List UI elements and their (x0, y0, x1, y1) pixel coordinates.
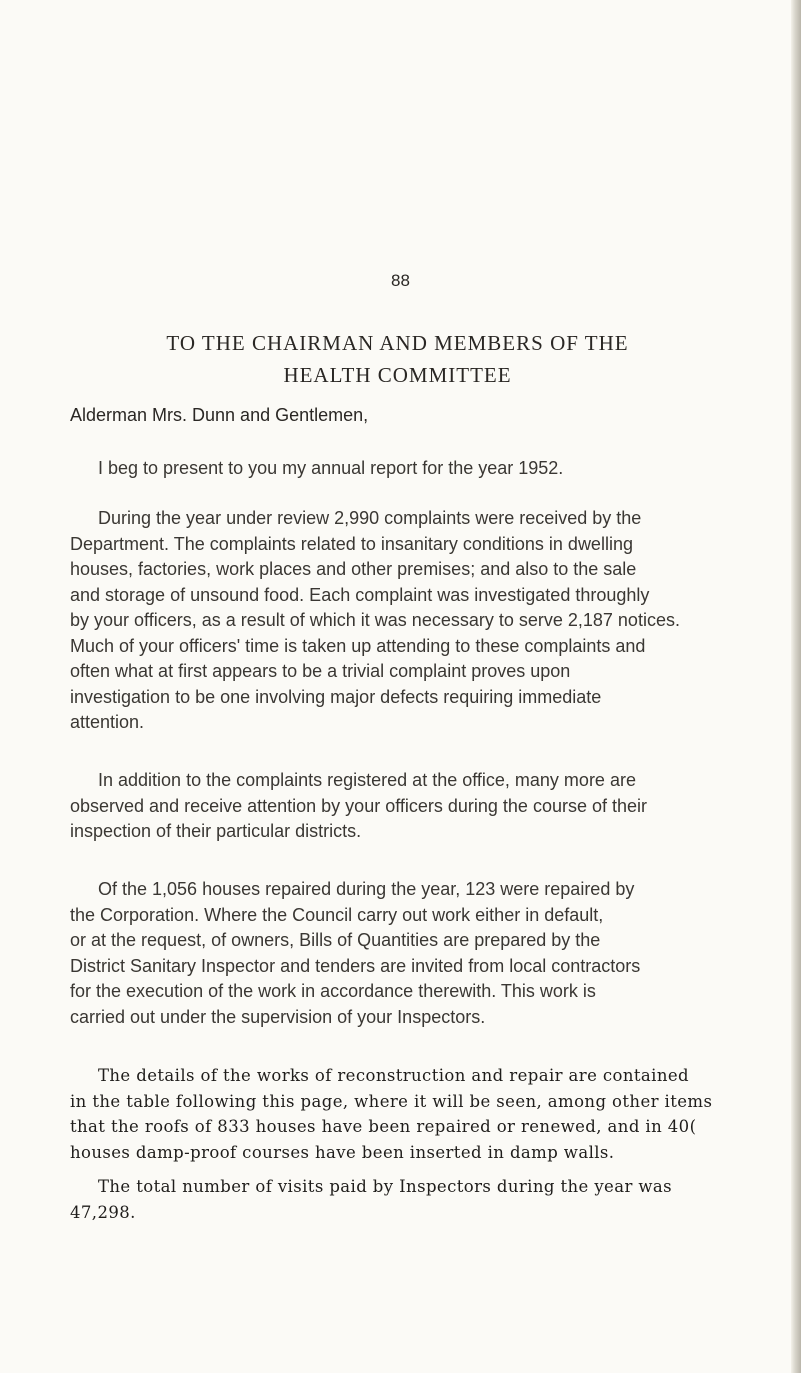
paragraph-additional-complaints (70, 768, 798, 845)
paragraph-reconstruction-details (70, 1063, 798, 1165)
paragraph-line: in the table following this page, where it will be seen, among other items (70, 1091, 713, 1111)
paragraph-line: observed and receive attention by your officers during the course of their (70, 795, 648, 816)
report-heading (70, 327, 725, 391)
paragraph-complaints (70, 506, 798, 736)
paragraph-line: houses damp-proof courses have been inserted in damp walls. (70, 1142, 615, 1162)
salutation: Alderman Mrs. Dunn and Gentlemen, (70, 405, 369, 425)
paragraph-line: District Sanitary Inspector and tenders are invited from local contractors (70, 955, 641, 976)
paragraph-total-visits (70, 1174, 798, 1225)
paragraph-intro (70, 456, 798, 482)
heading-line-2: HEALTH COMMITTEE (283, 363, 512, 387)
paragraph-line: 47,298. (70, 1202, 136, 1222)
paragraph-line: often what at first appears to be a trivial complaint proves upon (70, 661, 571, 681)
paragraph-line: The details of the works of reconstruction and repair are contained (98, 1066, 689, 1085)
paragraph-line: inspection of their particular districts. (70, 821, 362, 841)
page-number: 88 (391, 271, 410, 290)
paragraph-line: or at the request, of owners, Bills of Quantities are prepared by the (70, 930, 601, 950)
heading-line-1: TO THE CHAIRMAN AND MEMBERS OF THE (166, 331, 629, 355)
paragraph-line: carried out under the supervision of your Inspectors. (70, 1006, 486, 1027)
paragraph-line: In addition to the complaints registered at the office, many more are (98, 770, 636, 790)
paragraph-line: The total number of visits paid by Inspectors during the year was (98, 1177, 673, 1196)
paragraph-line: During the year under review 2,990 complaints were received by the (98, 508, 642, 528)
paragraph-line: for the execution of the work in accordance therewith. This work is (70, 981, 596, 1001)
paragraph-line: and storage of unsound food. Each complaint was investigated throughly (70, 584, 650, 605)
paragraph-line: investigation to be one involving major defects requiring immediate (70, 686, 602, 707)
paragraph-line: by your officers, as a result of which it was necessary to serve 2,187 notices. (70, 610, 680, 630)
paragraph-line: Department. The complaints related to insanitary conditions in dwelling (70, 533, 633, 554)
paragraph-houses-repaired (70, 877, 798, 1030)
paragraph-line: houses, factories, work places and other premises; and also to the sale (70, 559, 637, 579)
paragraph-line: Much of your officers' time is taken up attending to these complaints and (70, 635, 646, 656)
paragraph-line: that the roofs of 833 houses have been repaired or renewed, and in 40( (70, 1117, 697, 1136)
paragraph-line: attention. (70, 712, 145, 732)
paragraph-line: the Corporation. Where the Council carry out work either in default, (70, 904, 604, 925)
paragraph-line: Of the 1,056 houses repaired during the year, 123 were repaired by (98, 879, 635, 899)
paragraph-line: I beg to present to you my annual report for the year 1952. (98, 458, 564, 478)
